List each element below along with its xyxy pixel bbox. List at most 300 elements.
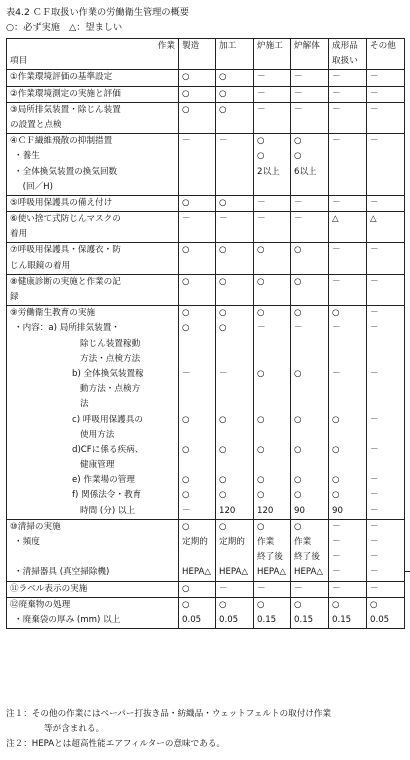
cell-value: － — [332, 104, 341, 115]
cell-value: － — [332, 323, 341, 334]
cell-value: － — [370, 136, 379, 147]
cell-value: ○ — [182, 521, 190, 532]
status-cell — [254, 274, 291, 305]
status-cell — [254, 306, 291, 520]
cell-value — [370, 259, 401, 274]
status-cell — [179, 134, 216, 196]
cell-value — [219, 149, 250, 164]
cell-value: － — [182, 505, 191, 516]
cell-value: 定期的 — [182, 537, 208, 547]
column-header-label: その他 — [370, 41, 396, 51]
item-cell — [7, 195, 179, 211]
item-cell — [7, 70, 179, 86]
cell-value: － — [370, 444, 379, 455]
item-label: d)CFに係る疾病、 — [72, 444, 144, 455]
status-cell — [254, 597, 291, 628]
item-label: ②作業環境測定の実施と評価 — [10, 88, 121, 99]
cell-value: － — [332, 583, 341, 594]
cell-value — [294, 352, 325, 367]
cell-value — [257, 458, 287, 473]
cell-value: ○ — [219, 475, 227, 486]
item-label: ・内容：a) 局所排気装置・ — [14, 323, 120, 334]
item-label: ③局所排気装置・除じん装置 — [10, 104, 121, 115]
cell-value: － — [332, 245, 341, 256]
cell-value: ○ — [219, 308, 227, 319]
cell-value — [182, 337, 212, 352]
cell-value: ○ — [257, 521, 265, 532]
cell-value: ○ — [257, 151, 265, 162]
cell-value: － — [370, 104, 379, 115]
cell-value: ○ — [294, 490, 302, 501]
cell-value — [219, 382, 250, 397]
cell-value — [294, 227, 325, 242]
status-cell — [367, 212, 405, 243]
status-cell — [291, 86, 329, 102]
notes — [6, 707, 406, 752]
item-label: 録 — [10, 292, 19, 302]
column-header-label: 取扱い — [332, 56, 358, 67]
status-cell — [179, 102, 216, 133]
cell-value: － — [332, 537, 341, 547]
item-cell — [7, 243, 179, 274]
cell-value — [332, 149, 363, 164]
cell-value: ○ — [219, 72, 227, 83]
cell-value — [182, 149, 212, 164]
cell-value: － — [182, 214, 191, 225]
item-label: ・全体換気装置の換気回数 — [14, 166, 118, 177]
cell-value — [370, 227, 401, 242]
item-cell — [7, 519, 179, 581]
cell-value: ○ — [294, 444, 302, 455]
cell-value: － — [332, 567, 341, 578]
status-cell — [216, 597, 254, 628]
cell-value: － — [370, 414, 379, 425]
cell-value: － — [294, 72, 303, 83]
item-label: (回／H) — [14, 181, 53, 192]
cell-value: HEPA△ — [219, 567, 249, 578]
cell-value — [257, 382, 287, 397]
item-label: 使用方法 — [80, 429, 115, 440]
cell-value — [182, 428, 212, 443]
status-cell — [254, 86, 291, 102]
status-cell — [216, 86, 254, 102]
legend: ○：必ず実施 △：望ましい — [6, 22, 123, 33]
cell-value — [332, 428, 363, 443]
status-cell — [329, 306, 367, 520]
cell-value — [257, 180, 287, 195]
cell-value — [370, 337, 401, 352]
cell-value: ○ — [219, 197, 227, 208]
cell-value: － — [219, 214, 228, 225]
cell-value: ○ — [294, 136, 302, 147]
item-label: ・頻度 — [14, 537, 40, 547]
item-cell — [7, 212, 179, 243]
status-cell — [367, 306, 405, 520]
status-cell — [367, 102, 405, 133]
status-cell — [216, 519, 254, 581]
note-1-cont: 等が含まれる。 — [44, 724, 105, 734]
cell-value — [219, 290, 250, 305]
cell-value: ○ — [182, 414, 190, 425]
cell-value — [219, 118, 250, 133]
cell-value: △ — [370, 214, 377, 225]
cell-value: 0.05 — [219, 614, 239, 625]
table-row — [7, 212, 405, 243]
status-cell — [216, 70, 254, 86]
item-label: ⑪ラベル表示の実施 — [10, 583, 88, 594]
note-2: 注２：HEPAとは超高性能エアフィルターの意味である。 — [6, 739, 226, 749]
status-cell — [179, 274, 216, 305]
cell-value — [332, 118, 363, 133]
cell-value: ○ — [332, 490, 340, 501]
cell-value — [294, 397, 325, 412]
item-label: ⑥使い捨て式防じんマスクの — [10, 214, 121, 225]
cell-value: 作業 — [257, 537, 275, 547]
status-cell — [367, 243, 405, 274]
cell-value: 120 — [219, 505, 236, 516]
cell-value: － — [294, 214, 303, 225]
item-label: 方法・点検方法 — [80, 353, 141, 364]
cell-value: － — [257, 214, 266, 225]
cell-value: － — [219, 136, 228, 147]
cell-value: ○ — [257, 475, 265, 486]
cell-value: ○ — [182, 245, 190, 256]
cell-value: ○ — [257, 368, 265, 379]
cell-value: － — [257, 104, 266, 115]
cell-value: － — [219, 583, 228, 594]
cell-value — [294, 118, 325, 133]
cell-value: 作業 — [294, 537, 312, 547]
status-cell — [254, 519, 291, 581]
cell-value: ○ — [294, 151, 302, 162]
cell-value: － — [257, 583, 266, 594]
table-row — [7, 86, 405, 102]
cell-value: ○ — [332, 444, 340, 455]
table-row — [7, 195, 405, 211]
status-cell — [329, 86, 367, 102]
item-cell — [7, 581, 179, 597]
table-row — [7, 243, 405, 274]
item-label: c) 呼吸用保護具の — [72, 414, 143, 425]
cell-value: ○ — [294, 414, 302, 425]
status-cell — [216, 306, 254, 520]
cell-value: ○ — [332, 475, 340, 486]
cell-value — [219, 337, 250, 352]
status-cell — [329, 102, 367, 133]
status-cell — [367, 597, 405, 628]
column-header-label: 炉解体 — [294, 41, 320, 51]
status-cell — [367, 134, 405, 196]
cell-value — [257, 118, 287, 133]
cell-value: ○ — [294, 368, 302, 379]
cell-value: － — [219, 368, 228, 379]
status-cell — [367, 70, 405, 86]
cell-value: － — [370, 475, 379, 486]
status-cell — [179, 306, 216, 520]
cell-value — [370, 149, 401, 164]
cell-value — [219, 352, 250, 367]
cell-value — [219, 458, 250, 473]
status-cell — [291, 519, 329, 581]
item-label — [10, 550, 175, 565]
cell-value: ○ — [257, 414, 265, 425]
cell-value: － — [257, 72, 266, 83]
cell-value: － — [370, 490, 379, 501]
status-cell — [291, 581, 329, 597]
cell-value: 0.05 — [182, 614, 202, 625]
cell-value — [370, 382, 401, 397]
cell-value: － — [370, 323, 379, 334]
cell-value: ○ — [257, 308, 265, 319]
cell-value — [257, 259, 287, 274]
status-cell — [179, 70, 216, 86]
status-cell — [179, 243, 216, 274]
cell-value: 定期的 — [219, 537, 245, 547]
cell-value: － — [370, 88, 379, 99]
item-label: ⑧健康診断の実施と作業の記 — [10, 276, 121, 287]
item-label: ⑫廃棄物の処理 — [10, 599, 71, 610]
cell-value: ○ — [332, 308, 340, 319]
cell-value — [332, 337, 363, 352]
cell-value — [294, 382, 325, 397]
column-header — [179, 39, 216, 70]
table-row — [7, 70, 405, 86]
status-cell — [216, 243, 254, 274]
cell-value — [182, 227, 212, 242]
margin-mark — [404, 571, 410, 572]
status-cell — [291, 243, 329, 274]
cell-value: － — [370, 567, 379, 578]
cell-value: ○ — [219, 323, 227, 334]
cell-value: ○ — [219, 444, 227, 455]
item-cell — [7, 86, 179, 102]
cell-value — [370, 428, 401, 443]
cell-value — [257, 428, 287, 443]
cell-value — [332, 227, 363, 242]
item-label: ⑩清掃の実施 — [10, 521, 61, 532]
status-cell — [179, 519, 216, 581]
cell-value: 2以上 — [257, 166, 280, 177]
status-cell — [291, 195, 329, 211]
status-cell — [179, 86, 216, 102]
column-header-label: 製造 — [182, 41, 200, 51]
cell-value: ○ — [294, 599, 302, 610]
item-label: じん眼鏡の着用 — [10, 260, 71, 271]
cell-value: ○ — [294, 276, 302, 287]
item-cell — [7, 134, 179, 196]
cell-value — [294, 259, 325, 274]
table-row — [7, 134, 405, 196]
cell-value: ○ — [257, 276, 265, 287]
item-label: 動方法・点検方 — [80, 384, 141, 395]
cell-value: － — [332, 521, 341, 532]
cell-value — [370, 397, 401, 412]
status-cell — [329, 581, 367, 597]
cell-value: ○ — [257, 245, 265, 256]
cell-value — [182, 259, 212, 274]
cell-value: ○ — [332, 414, 340, 425]
cell-value: － — [182, 368, 191, 379]
cell-value — [219, 180, 250, 195]
status-cell — [291, 274, 329, 305]
column-header-label: 成形品 — [332, 41, 358, 51]
cell-value: △ — [332, 214, 339, 225]
cell-value: － — [370, 368, 379, 379]
cell-value: － — [370, 537, 379, 547]
cell-value — [182, 550, 212, 565]
cell-value — [294, 337, 325, 352]
item-label: の設置と点検 — [10, 119, 62, 130]
item-label: 法 — [80, 399, 89, 410]
item-cell — [7, 597, 179, 628]
cell-value — [257, 352, 287, 367]
item-label: ・清掃器具 (真空掃除機) — [14, 567, 110, 578]
cell-value — [332, 397, 363, 412]
cell-value: ○ — [219, 414, 227, 425]
cell-value: 90 — [294, 505, 305, 516]
cell-value: － — [370, 197, 379, 208]
cell-value: HEPA△ — [257, 567, 287, 578]
cell-value — [332, 458, 363, 473]
cell-value: 6以上 — [294, 166, 317, 177]
cell-value: － — [370, 552, 379, 563]
status-cell — [329, 195, 367, 211]
status-cell — [291, 212, 329, 243]
status-cell — [216, 134, 254, 196]
column-header — [216, 39, 254, 70]
status-cell — [367, 581, 405, 597]
cell-value: ○ — [219, 490, 227, 501]
cell-value — [370, 458, 401, 473]
table-row — [7, 274, 405, 305]
cell-value — [370, 165, 401, 180]
item-label: ⑦呼吸用保護具・保護衣・防 — [10, 245, 121, 256]
item-label: 着用 — [10, 229, 28, 240]
status-cell — [329, 70, 367, 86]
cell-value: ○ — [219, 245, 227, 256]
cell-value — [182, 290, 212, 305]
cell-value — [182, 352, 212, 367]
cell-value: － — [294, 323, 303, 334]
cell-value: 0.15 — [332, 614, 352, 625]
status-cell — [216, 274, 254, 305]
cell-value: － — [370, 583, 379, 594]
cell-value: ○ — [182, 72, 190, 83]
status-cell — [216, 212, 254, 243]
cell-value: ○ — [294, 245, 302, 256]
column-header-label: 加工 — [219, 41, 237, 51]
table-body — [7, 70, 405, 629]
cell-value: ○ — [294, 521, 302, 532]
column-header — [329, 39, 367, 70]
cell-value — [370, 118, 401, 133]
cell-value — [294, 180, 325, 195]
cell-value: － — [332, 197, 341, 208]
cell-value: ○ — [182, 475, 190, 486]
item-label: 時間 (分) 以上 — [80, 505, 136, 516]
status-cell — [291, 597, 329, 628]
item-label: ・養生 — [14, 151, 40, 162]
cell-value: ○ — [332, 599, 340, 610]
table-row — [7, 581, 405, 597]
cell-value: 終了後 — [294, 552, 320, 563]
cell-value: HEPA△ — [294, 567, 324, 578]
cell-value: ○ — [182, 88, 190, 99]
cell-value — [332, 290, 363, 305]
cell-value: ○ — [257, 136, 265, 147]
cell-value: 0.05 — [370, 614, 390, 625]
item-label: b) 全体換気装置稼 — [72, 368, 144, 379]
cell-value — [294, 428, 325, 443]
table-title: 表4.2 ＣＦ取扱い作業の労働衛生管理の概要 — [6, 7, 189, 18]
column-header — [291, 39, 329, 70]
status-cell — [329, 243, 367, 274]
cell-value: － — [294, 583, 303, 594]
cell-value — [182, 180, 212, 195]
cell-value: ○ — [182, 197, 190, 208]
status-cell — [329, 212, 367, 243]
cell-value: ○ — [219, 599, 227, 610]
cell-value: － — [182, 136, 191, 147]
cell-value: ○ — [182, 308, 190, 319]
cell-value: － — [370, 72, 379, 83]
cell-value: ○ — [294, 308, 302, 319]
cell-value: ○ — [182, 104, 190, 115]
cell-value: 0.15 — [257, 614, 277, 625]
table-header — [7, 39, 405, 70]
cell-value: ○ — [182, 323, 190, 334]
item-label: 除じん装置稼動 — [80, 338, 141, 349]
item-cell — [7, 274, 179, 305]
cell-value — [219, 397, 250, 412]
cell-value — [182, 165, 212, 180]
status-cell — [329, 134, 367, 196]
status-cell — [254, 243, 291, 274]
cell-value: ○ — [219, 276, 227, 287]
cell-value — [332, 180, 363, 195]
cell-value: HEPA△ — [182, 567, 212, 578]
cell-value — [332, 259, 363, 274]
cell-value — [219, 165, 250, 180]
corner-cell — [7, 39, 179, 70]
status-cell — [254, 70, 291, 86]
cell-value: － — [332, 276, 341, 287]
cell-value: － — [370, 276, 379, 287]
column-header — [367, 39, 405, 70]
cell-value: ○ — [182, 599, 190, 610]
cell-value: － — [370, 245, 379, 256]
header-row — [7, 39, 405, 70]
item-label: ⑤呼吸用保護具の備え付け — [10, 197, 113, 208]
cell-value — [219, 227, 250, 242]
status-cell — [367, 86, 405, 102]
status-cell — [254, 134, 291, 196]
cell-value: － — [370, 308, 379, 319]
cell-value — [370, 352, 401, 367]
cell-value: 120 — [257, 505, 274, 516]
status-cell — [254, 581, 291, 597]
cell-value: － — [294, 104, 303, 115]
cell-value — [182, 458, 212, 473]
status-cell — [179, 212, 216, 243]
cell-value — [332, 165, 363, 180]
status-cell — [329, 597, 367, 628]
item-label: ・廃棄袋の厚み (mm) 以上 — [14, 614, 121, 625]
cell-value: ○ — [182, 490, 190, 501]
cell-value — [294, 458, 325, 473]
cell-value: 終了後 — [257, 552, 283, 563]
status-cell — [291, 102, 329, 133]
